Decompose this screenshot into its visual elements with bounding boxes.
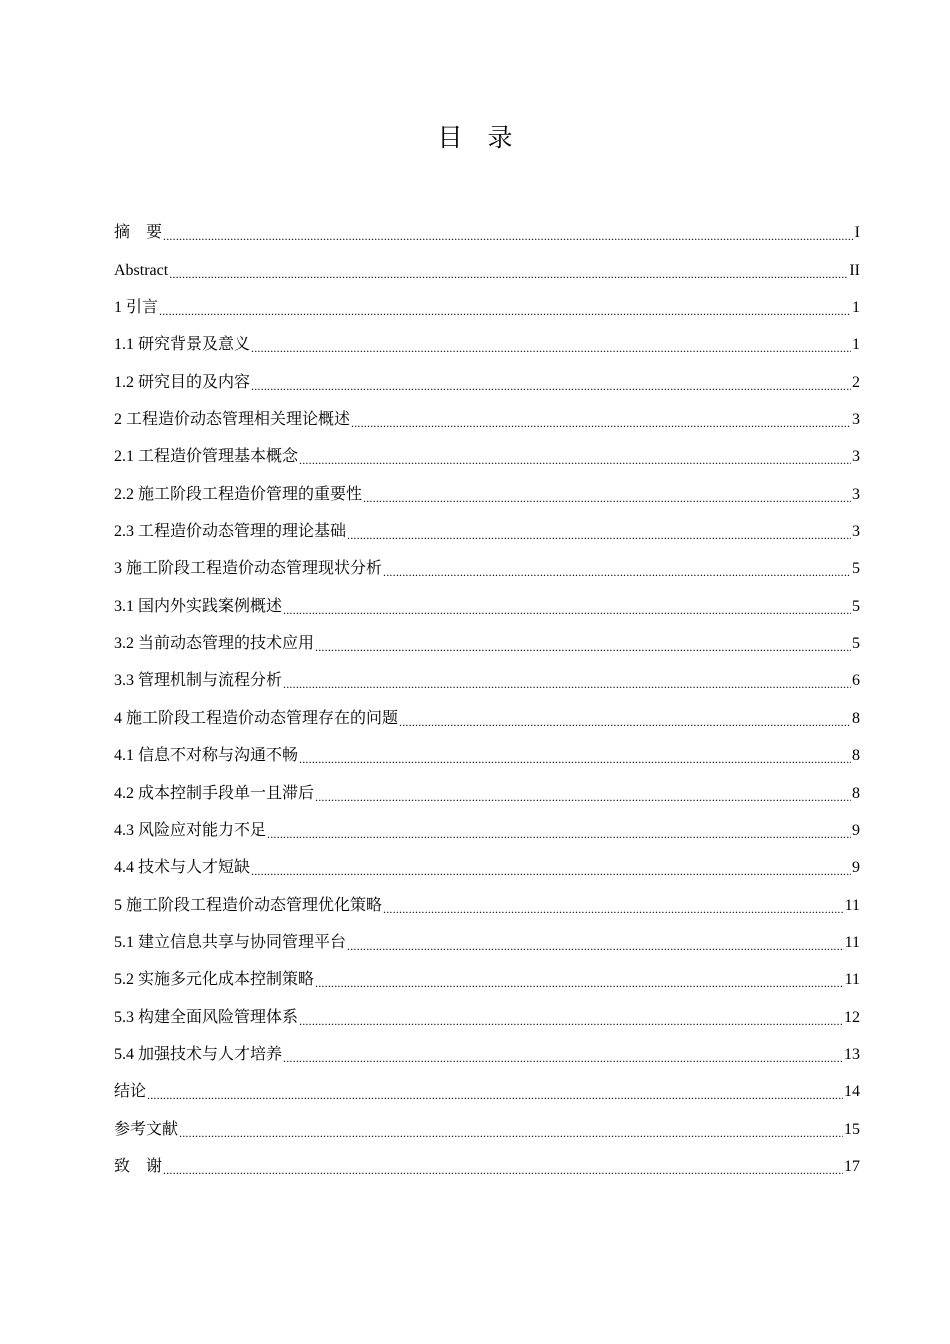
toc-entry-acknowledgements[interactable] bbox=[114, 1148, 860, 1185]
toc-leader-dots bbox=[347, 520, 851, 550]
toc-entry-4[interactable] bbox=[114, 699, 860, 736]
toc-entry-page: 1 bbox=[852, 299, 860, 317]
toc-entry-label: 1.2 研究目的及内容 bbox=[114, 373, 251, 391]
toc-entry-label: 结论 bbox=[114, 1083, 147, 1101]
toc-entry-1[interactable] bbox=[114, 289, 860, 326]
toc-entry-label: 2.1 工程造价管理基本概念 bbox=[114, 448, 299, 466]
toc-entry-page: 6 bbox=[852, 672, 860, 690]
toc-leader-dots bbox=[315, 632, 851, 662]
toc-leader-dots bbox=[251, 371, 851, 401]
toc-entry-3-3[interactable] bbox=[114, 662, 860, 699]
toc-entry-page: 11 bbox=[844, 933, 860, 951]
toc-entry-3[interactable] bbox=[114, 550, 860, 587]
toc-entry-page: 3 bbox=[852, 523, 860, 541]
toc-leader-dots bbox=[159, 296, 851, 326]
toc-entry-page: 8 bbox=[852, 747, 860, 765]
toc-entry-4-4[interactable] bbox=[114, 849, 860, 886]
toc-leader-dots bbox=[283, 595, 851, 625]
toc-entry-5-3[interactable] bbox=[114, 998, 860, 1035]
toc-entry-2-1[interactable] bbox=[114, 438, 860, 475]
toc-leader-dots bbox=[363, 483, 851, 513]
toc-entry-label: Abstract bbox=[114, 261, 169, 279]
toc-entry-page: 3 bbox=[852, 448, 860, 466]
toc-leader-dots bbox=[315, 968, 844, 998]
toc-entry-page: 13 bbox=[844, 1045, 860, 1063]
toc-entry-4-2[interactable] bbox=[114, 774, 860, 811]
toc-entry-page: 5 bbox=[852, 635, 860, 653]
toc-entry-page: 5 bbox=[852, 597, 860, 615]
toc-entry-2[interactable] bbox=[114, 401, 860, 438]
toc-entry-conclusion[interactable] bbox=[114, 1073, 860, 1110]
toc-entry-5-4[interactable] bbox=[114, 1036, 860, 1073]
toc-leader-dots bbox=[315, 782, 851, 812]
toc-entry-page: II bbox=[849, 261, 860, 279]
toc-leader-dots bbox=[383, 894, 844, 924]
toc-entry-label: 3.3 管理机制与流程分析 bbox=[114, 672, 283, 690]
toc-leader-dots bbox=[169, 259, 848, 289]
toc-entry-page: 8 bbox=[852, 709, 860, 727]
toc-entry-label: 4.1 信息不对称与沟通不畅 bbox=[114, 747, 299, 765]
toc-entry-page: I bbox=[854, 224, 860, 242]
toc-entry-label: 4.3 风险应对能力不足 bbox=[114, 821, 267, 839]
toc-entry-4-3[interactable] bbox=[114, 812, 860, 849]
toc-entry-label: 2 工程造价动态管理相关理论概述 bbox=[114, 411, 351, 429]
toc-leader-dots bbox=[299, 1006, 843, 1036]
toc-entry-label: 4.4 技术与人才短缺 bbox=[114, 859, 251, 877]
toc-entry-5-1[interactable] bbox=[114, 924, 860, 961]
toc-entry-label: 参考文献 bbox=[114, 1120, 179, 1138]
toc-leader-dots bbox=[147, 1080, 843, 1110]
toc-entry-label: 5.2 实施多元化成本控制策略 bbox=[114, 971, 315, 989]
toc-entry-page: 3 bbox=[852, 411, 860, 429]
toc-entry-page: 17 bbox=[844, 1157, 860, 1175]
toc-entry-2-3[interactable] bbox=[114, 513, 860, 550]
toc-entry-label: 致 谢 bbox=[114, 1157, 163, 1175]
toc-entry-label: 5 施工阶段工程造价动态管理优化策略 bbox=[114, 896, 383, 914]
toc-entry-label: 3.1 国内外实践案例概述 bbox=[114, 597, 283, 615]
toc-entry-page: 14 bbox=[844, 1083, 860, 1101]
toc-entry-label: 5.4 加强技术与人才培养 bbox=[114, 1045, 283, 1063]
toc-entry-2-2[interactable] bbox=[114, 475, 860, 512]
toc-entry-label: 2.2 施工阶段工程造价管理的重要性 bbox=[114, 485, 363, 503]
toc-entry-page: 2 bbox=[852, 373, 860, 391]
toc-entry-1-1[interactable] bbox=[114, 326, 860, 363]
toc-entry-page: 15 bbox=[844, 1120, 860, 1138]
toc-entry-references[interactable] bbox=[114, 1110, 860, 1147]
toc-entry-page: 12 bbox=[844, 1008, 860, 1026]
toc-leader-dots bbox=[399, 707, 851, 737]
toc-leader-dots bbox=[251, 856, 851, 886]
toc-entry-page: 11 bbox=[844, 971, 860, 989]
toc-leader-dots bbox=[283, 669, 851, 699]
toc-entry-5[interactable] bbox=[114, 886, 860, 923]
toc-entry-label: 1 引言 bbox=[114, 299, 159, 317]
toc-entry-page: 5 bbox=[852, 560, 860, 578]
toc-entry-label: 5.3 构建全面风险管理体系 bbox=[114, 1008, 299, 1026]
toc-entry-page: 11 bbox=[844, 896, 860, 914]
toc-leader-dots bbox=[351, 408, 851, 438]
toc-entry-3-2[interactable] bbox=[114, 625, 860, 662]
toc-entry-abstract-cn[interactable] bbox=[114, 214, 860, 251]
toc-entry-label: 3 施工阶段工程造价动态管理现状分析 bbox=[114, 560, 383, 578]
toc-leader-dots bbox=[163, 221, 854, 251]
toc-leader-dots bbox=[299, 744, 851, 774]
toc-entry-abstract-en[interactable] bbox=[114, 251, 860, 288]
toc-entry-label: 摘 要 bbox=[114, 224, 163, 242]
toc-entry-4-1[interactable] bbox=[114, 737, 860, 774]
toc-entry-label: 1.1 研究背景及意义 bbox=[114, 336, 251, 354]
toc-leader-dots bbox=[251, 333, 851, 363]
toc-entry-page: 9 bbox=[852, 821, 860, 839]
toc-leader-dots bbox=[179, 1118, 843, 1148]
toc-entry-5-2[interactable] bbox=[114, 961, 860, 998]
toc-leader-dots bbox=[163, 1155, 843, 1185]
toc-entry-page: 9 bbox=[852, 859, 860, 877]
toc-entry-label: 2.3 工程造价动态管理的理论基础 bbox=[114, 523, 347, 541]
toc-entry-1-2[interactable] bbox=[114, 363, 860, 400]
toc-leader-dots bbox=[383, 557, 851, 587]
toc-entry-page: 1 bbox=[852, 336, 860, 354]
toc-entry-label: 4.2 成本控制手段单一且滞后 bbox=[114, 784, 315, 802]
toc-entry-3-1[interactable] bbox=[114, 587, 860, 624]
toc-entry-label: 5.1 建立信息共享与协同管理平台 bbox=[114, 933, 347, 951]
toc-leader-dots bbox=[283, 1043, 843, 1073]
page-title: 目 录 bbox=[437, 123, 513, 152]
toc-entry-page: 8 bbox=[852, 784, 860, 802]
toc-leader-dots bbox=[347, 931, 844, 961]
toc-entry-label: 4 施工阶段工程造价动态管理存在的问题 bbox=[114, 709, 399, 727]
table-of-contents bbox=[114, 214, 860, 1185]
toc-leader-dots bbox=[299, 445, 851, 475]
toc-entry-label: 3.2 当前动态管理的技术应用 bbox=[114, 635, 315, 653]
toc-leader-dots bbox=[267, 819, 851, 849]
toc-entry-page: 3 bbox=[852, 485, 860, 503]
